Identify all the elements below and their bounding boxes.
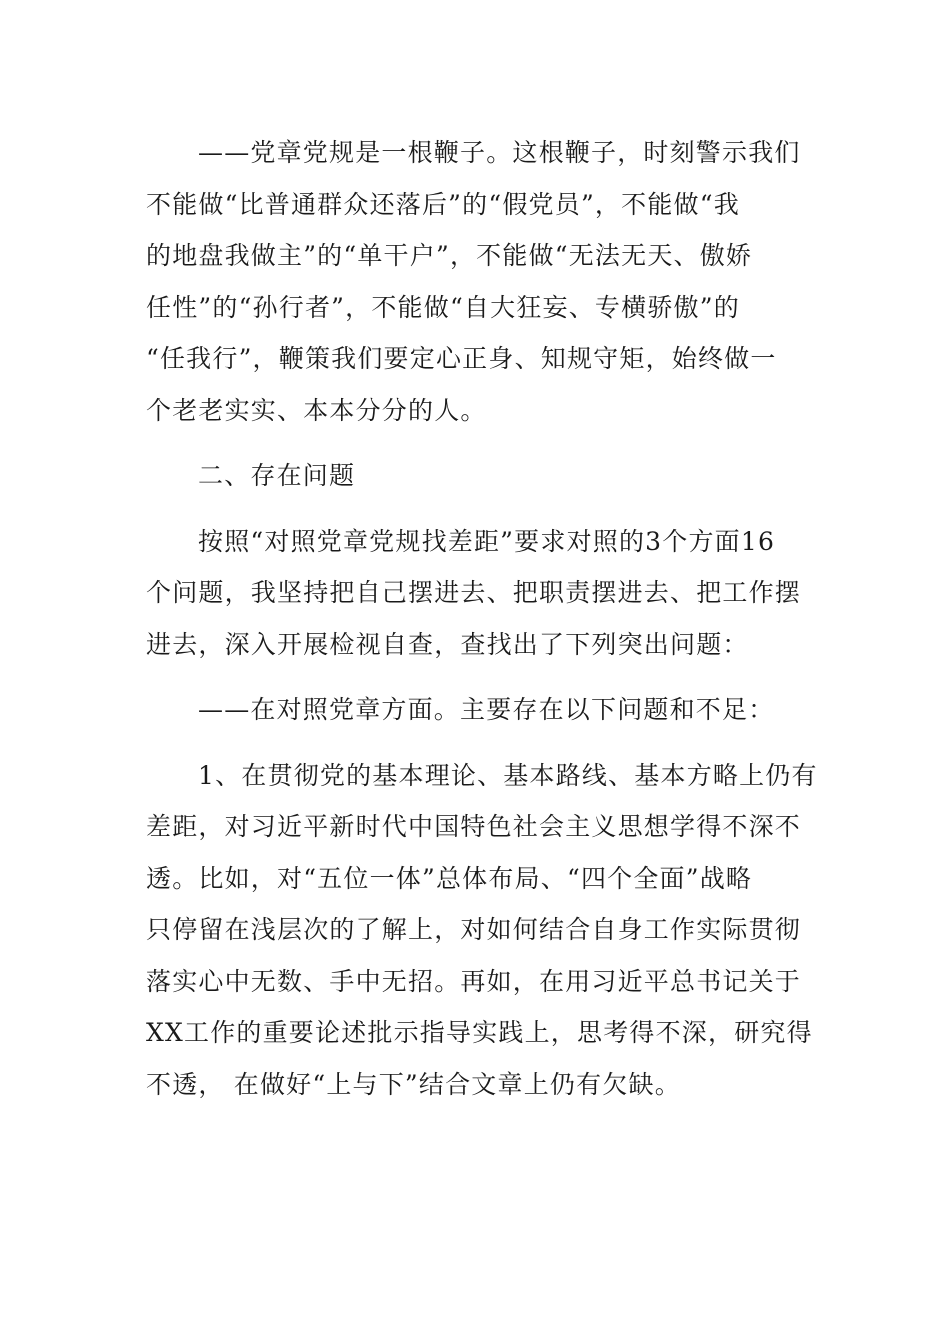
text-line: 任性”的“孙行者”，不能做“自大狂妄、专横骄傲”的	[146, 292, 740, 322]
text-line: “任我行”，鞭策我们要定心正身、知规守矩，始终做一	[146, 344, 777, 373]
text-line: ——党章党规是一根鞭子。这根鞭子，时刻警示我们	[198, 138, 801, 167]
document-body	[146, 127, 818, 1110]
text-line: 差距，对习近平新时代中国特色社会主义思想学得不深不	[146, 812, 802, 841]
text-line: 只停留在浅层次的了解上，对如何结合自身工作实际贯彻	[146, 915, 802, 944]
text-line: 个问题，我坚持把自己摆进去、把职责摆进去、把工作摆	[146, 578, 802, 607]
text-line: 按照“对照党章党规找差距”要求对照的3个方面16	[198, 526, 776, 556]
paragraph-self-inspection	[146, 516, 802, 671]
text-line: 1、在贯彻党的基本理论、基本路线、基本方略上仍有	[198, 760, 818, 790]
paragraph-gap	[146, 736, 796, 750]
text-line: 落实心中无数、手中无招。再如，在用习近平总书记关于	[146, 966, 802, 996]
text-line: 不能做“比普通群众还落后”的“假党员”，不能做“我	[146, 189, 740, 219]
text-line: XX工作的重要论述批示指导实践上，思考得不深，研究得	[146, 1018, 813, 1047]
paragraph-gap	[146, 502, 796, 516]
text-line: 不透， 在做好“上与下”结合文章上仍有欠缺。	[146, 1069, 681, 1099]
paragraph-gap	[146, 436, 796, 450]
section-heading-existing-problems	[146, 450, 796, 502]
text-line: ——在对照党章方面。主要存在以下问题和不足：	[198, 695, 775, 724]
paragraph-item-1	[146, 750, 818, 1111]
text-line: 进去，深入开展检视自查，查找出了下列突出问题：	[146, 629, 749, 659]
paragraph-party-rules-whip	[146, 127, 801, 436]
text-line: 个老老实实、本本分分的人。	[146, 395, 487, 425]
text-line: 的地盘我做主”的“单干户”，不能做“无法无天、傲娇	[146, 241, 753, 270]
text-line: 二、存在问题	[198, 461, 356, 490]
text-line: 透。比如，对“五位一体”总体布局、“四个全面”战略	[146, 863, 753, 893]
paragraph-party-constitution-issues	[146, 684, 796, 736]
paragraph-gap	[146, 670, 796, 684]
